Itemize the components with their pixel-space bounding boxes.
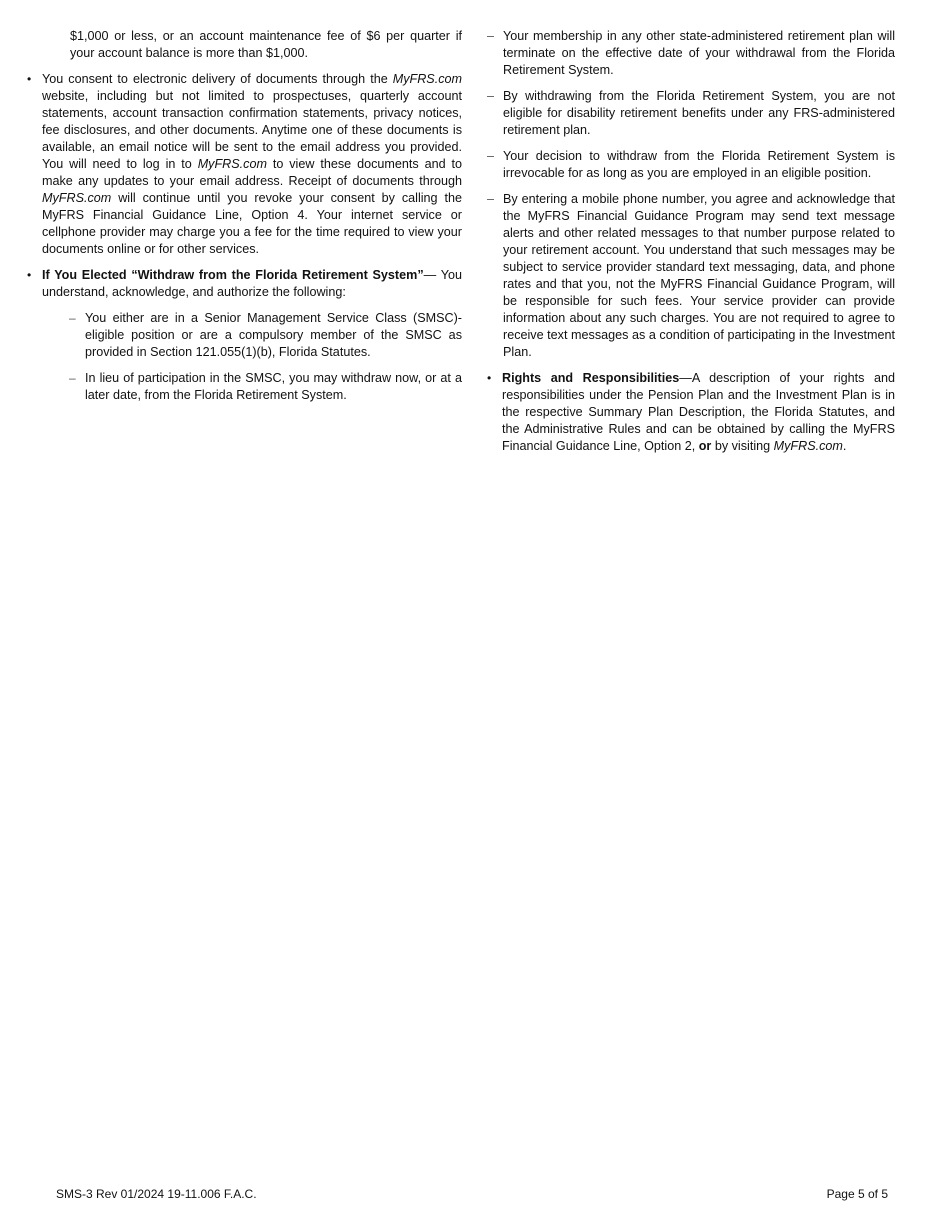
bullet-icon: • — [27, 72, 32, 86]
myfrs-site-3: MyFRS.com — [42, 191, 112, 205]
bullet-icon: • — [27, 268, 32, 282]
left-column — [27, 28, 462, 413]
consent-text-4: will continue until you revoke your consent by calling the MyFRS Financial Guidance Line, Option 4. Your internet service or cellphone provider may charge you a fee for the time required to view your documents online or for other services. — [42, 191, 462, 256]
list-item-text: By withdrawing from the Florida Retirement System, you are not eligible for disability retirement benefits under any FRS-administered retirement plan. — [503, 89, 895, 137]
form-id: SMS-3 Rev 01/2024 19-11.006 F.A.C. — [56, 1187, 257, 1201]
rights-text-1: —A description of your rights and responsibilities under the Pension Plan and the Investment Plan is in the respective Summary Plan Description, the Florida Statutes, and the Administrative Rules and can be obtained by calling the MyFRS Financial Guidance Line, Option 2, — [502, 371, 896, 453]
list-item-text: You either are in a Senior Management Service Class (SMSC)-eligible position or are a compulsory member of the SMSC as provided in Section 121.055(1)(b), Florida Statutes. — [85, 311, 462, 359]
fee-continuation-text: $1,000 or less, or an account maintenance fee of $6 per quarter if your account balance is more than $1,000. — [70, 29, 462, 60]
rights-bullet — [487, 370, 895, 455]
rights-or: or — [698, 439, 712, 453]
withdraw-bullet — [27, 267, 462, 404]
dash-icon: – — [69, 371, 76, 385]
list-item — [487, 28, 895, 79]
myfrs-site-1: MyFRS.com — [392, 72, 462, 86]
list-item — [487, 148, 895, 182]
rights-heading: Rights and Responsibilities — [502, 371, 680, 385]
right-column — [487, 28, 895, 464]
bullet-icon: • — [487, 371, 492, 385]
rights-text-2: by visiting — [711, 439, 774, 453]
list-item-text: By entering a mobile phone number, you agree and acknowledge that the MyFRS Financial Guidance Program may send text message alerts and other related messages to that number purpose related to your retirement account. You understand that such messages may be subject to service provider standard text messaging, data, and phone rates and that you, not the MyFRS Financial Guidance Program, will be responsible for such fees. Your service provider can provide information about any such charges. You are not required to agree to receive text messages as a condition of participating in the Investment Plan. — [503, 192, 895, 359]
withdraw-heading: If You Elected “Withdraw from the Florida Retirement System” — [42, 268, 424, 282]
consent-text-3: to view these documents and to make any updates to your email address. Receipt of documents through — [42, 157, 462, 188]
consent-text-1: You consent to electronic delivery of documents through the — [42, 72, 393, 86]
myfrs-site-link: MyFRS.com — [773, 439, 843, 453]
dash-icon: – — [487, 89, 495, 103]
dash-icon: – — [487, 192, 495, 206]
electronic-delivery-bullet — [27, 71, 462, 258]
dash-icon: – — [487, 29, 495, 43]
list-item — [487, 191, 895, 361]
dash-icon: – — [69, 311, 76, 325]
list-item-text: Your membership in any other state-administered retirement plan will terminate on the effective date of your withdrawal from the Florida Retirement System. — [503, 29, 895, 77]
list-item — [69, 370, 462, 404]
list-item-text: Your decision to withdraw from the Florida Retirement System is irrevocable for as long as you are employed in an eligible position. — [503, 149, 895, 180]
myfrs-site-2: MyFRS.com — [197, 157, 267, 171]
dash-icon: – — [487, 149, 495, 163]
list-item-text: In lieu of participation in the SMSC, you may withdraw now, or at a later date, from the Florida Retirement System. — [85, 371, 462, 402]
list-item — [69, 310, 462, 361]
withdraw-intro-text: — You understand, acknowledge, and authorize the following: — [42, 268, 462, 299]
page-number: Page 5 of 5 — [826, 1187, 888, 1201]
list-item — [487, 88, 895, 139]
withdraw-sublist — [69, 310, 462, 404]
consent-text-2: website, including but not limited to prospectuses, quarterly account statements, account transaction confirmation statements, privacy notices, fee disclosures, and other documents. Anytime one of these documents is available, an email notice will be sent to the email address you provided. You will need to log in to — [42, 89, 462, 171]
rights-end: . — [842, 439, 847, 453]
